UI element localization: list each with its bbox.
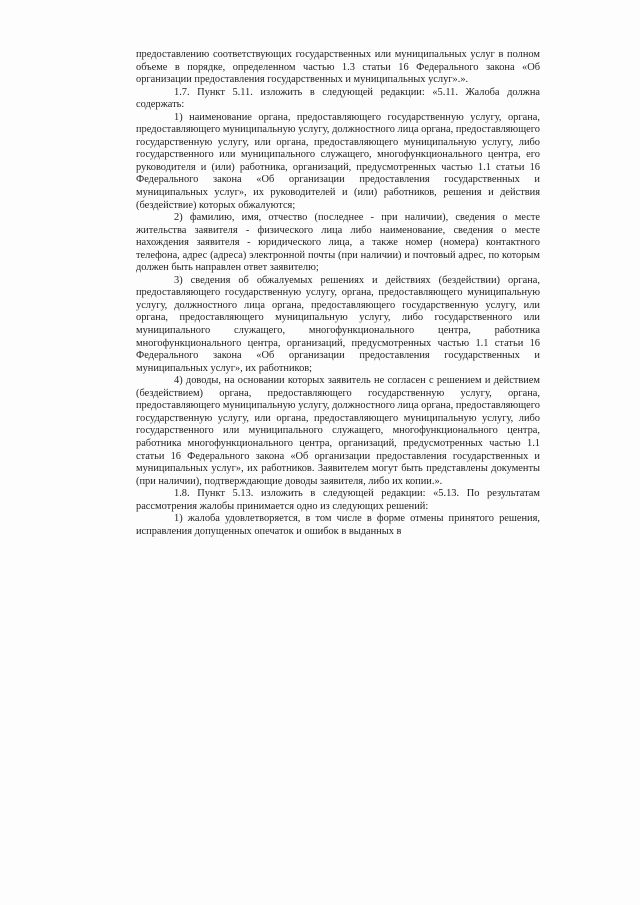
paragraph-item-1-7: 1.7. Пункт 5.11. изложить в следующей редакции: «5.11. Жалоба должна содержать:: [136, 86, 540, 111]
paragraph-subitem-4: 4) доводы, на основании которых заявитель не согласен с решением и действием (бездействием) органа, предоставляющего государственную услугу, органа, предоставляющего муниципальную услугу, должностного лица органа, предоставляющего государственную услугу, или органа, предоставляющего муниципальную услугу, либо государственного или муниципального служащего, многофункционального центра, работника многофункционального центра, организаций, предусмотренных частью 1.1 статьи 16 Федерального закона «Об организации предоставления государственных и муниципальных услуг», их работников. Заявителем могут быть представлены документы (при наличии), подтверждающие доводы заявителя, либо их копии.».: [136, 375, 540, 487]
paragraph-continuation: предоставлению соответствующих государственных или муниципальных услуг в полном объеме в порядке, определенном частью 1.3 статьи 16 Федерального закона «Об организации предоставления государственных и муниципальных услуг».».: [136, 49, 540, 86]
paragraph-subitem-3: 3) сведения об обжалуемых решениях и действиях (бездействии) органа, предоставляющего государственную услугу, органа, предоставляющего муниципальную услугу, должностного лица органа, предоставляющего государственную услугу, или органа, предоставляющего муниципальную услугу, либо государственного или муниципального служащего, многофункционального центра, работника многофункционального центра, организаций, предусмотренных частью 1.1 статьи 16 Федерального закона «Об организации предоставления государственных и муниципальных услуг», их работников;: [136, 274, 540, 374]
paragraph-item-1-8: 1.8. Пункт 5.13. изложить в следующей редакции: «5.13. По результатам рассмотрения жалобы принимается одно из следующих решений:: [136, 488, 540, 512]
paragraph-decision-1: 1) жалоба удовлетворяется, в том числе в форме отмены принятого решения, исправления допущенных опечаток и ошибок в выданных в: [136, 513, 540, 537]
document-body: [136, 49, 540, 538]
paragraph-subitem-1: 1) наименование органа, предоставляющего государственную услугу, органа, предоставляющего муниципальную услугу, должностного лица органа, предоставляющего государственную услугу, или органа, предоставляющего муниципальную услугу, либо государственного или муниципального служащего, многофункционального центра, его руководителя и (или) работника, организаций, предусмотренных частью 1.1 статьи 16 Федерального закона «Об организации предоставления государственных и муниципальных услуг», их руководителей и (или) работников, решения и действия (бездействие) которых обжалуются;: [136, 111, 540, 211]
paragraph-subitem-2: 2) фамилию, имя, отчество (последнее - при наличии), сведения о месте жительства заявителя - физического лица либо наименование, сведения о месте нахождения заявителя - юридического лица, а также номер (номера) контактного телефона, адрес (адреса) электронной почты (при наличии) и почтовый адрес, по которым должен быть направлен ответ заявителю;: [136, 212, 540, 274]
